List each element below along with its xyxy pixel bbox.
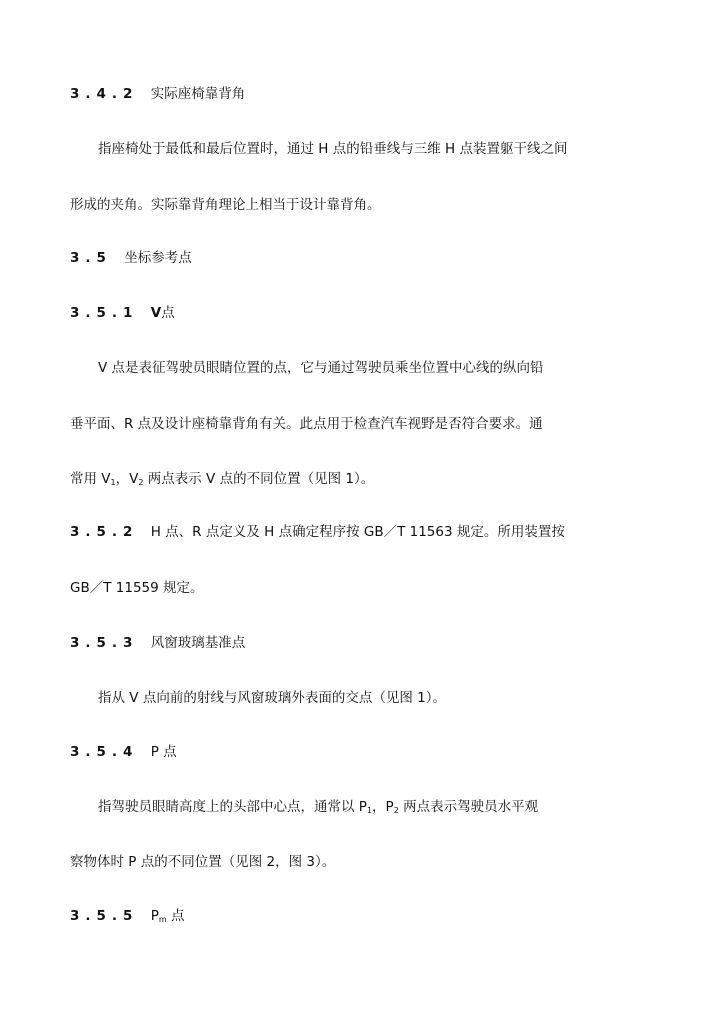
section-title-rest: 点 bbox=[161, 305, 175, 321]
subscript: 2 bbox=[393, 806, 399, 815]
subscript: 1 bbox=[366, 806, 373, 815]
paragraph-line: V 点是表征驾驶员眼睛位置的点，它与通过驾驶员乘坐位置中心线的纵向铅 bbox=[98, 360, 544, 376]
section-title: 风窗玻璃基准点 bbox=[150, 635, 246, 651]
text-run: 两点表示 V 点的不同位置（见图 1）。 bbox=[143, 471, 375, 487]
subscript: m bbox=[158, 915, 167, 924]
section-title: 坐标参考点 bbox=[124, 250, 192, 266]
section-number: 3.5 bbox=[70, 250, 112, 266]
section-text: H 点、R 点定义及 H 点确定程序按 GB／T 11563 规定。所用装置按 bbox=[150, 524, 565, 540]
section-heading-3-5-1 bbox=[70, 303, 175, 323]
section-number: 3.5.1 bbox=[70, 305, 139, 321]
section-title-rest: 点 bbox=[166, 908, 185, 924]
section-heading-3-5-3 bbox=[70, 633, 245, 653]
section-heading-3-5-2 bbox=[70, 522, 565, 542]
section-number: 3.4.2 bbox=[70, 86, 139, 102]
paragraph-line: 察物体时 P 点的不同位置（见图 2，图 3）。 bbox=[70, 854, 336, 870]
paragraph-line: 指从 V 点向前的射线与风窗玻璃外表面的交点（见图 1）。 bbox=[98, 690, 446, 706]
text-run: 两点表示驾驶员水平观 bbox=[398, 799, 539, 815]
paragraph-line: GB／T 11559 规定。 bbox=[70, 580, 204, 596]
section-title: P bbox=[150, 908, 159, 924]
section-heading-3-5 bbox=[70, 248, 192, 268]
section-number: 3.5.5 bbox=[70, 908, 139, 924]
section-title-v: V bbox=[150, 305, 162, 321]
text-run: 常用 V bbox=[70, 471, 111, 487]
section-number: 3.5.3 bbox=[70, 635, 139, 651]
section-number: 3.5.4 bbox=[70, 744, 139, 760]
section-title: P 点 bbox=[150, 744, 177, 760]
paragraph-line: 垂平面、R 点及设计座椅靠背角有关。此点用于检查汽车视野是否符合要求。通 bbox=[70, 416, 543, 432]
section-heading-3-5-5 bbox=[70, 906, 184, 930]
subscript: 2 bbox=[138, 478, 144, 487]
section-heading-3-5-4 bbox=[70, 742, 177, 762]
paragraph-line bbox=[98, 797, 538, 821]
section-number: 3.5.2 bbox=[70, 524, 139, 540]
text-run: ，P bbox=[372, 799, 394, 815]
subscript: 1 bbox=[110, 478, 116, 487]
paragraph-line: 指座椅处于最低和最后位置时，通过 H 点的铅垂线与三维 H 点装置躯干线之间 bbox=[98, 141, 568, 157]
text-run: 指驾驶员眼睛高度上的头部中心点，通常以 P bbox=[98, 799, 367, 815]
section-heading-3-4-2 bbox=[70, 84, 245, 104]
text-run: ，V bbox=[115, 471, 139, 487]
section-title: 实际座椅靠背角 bbox=[150, 86, 246, 102]
paragraph-line: 形成的夹角。实际靠背角理论上相当于设计靠背角。 bbox=[70, 197, 381, 213]
paragraph-line bbox=[70, 469, 374, 493]
